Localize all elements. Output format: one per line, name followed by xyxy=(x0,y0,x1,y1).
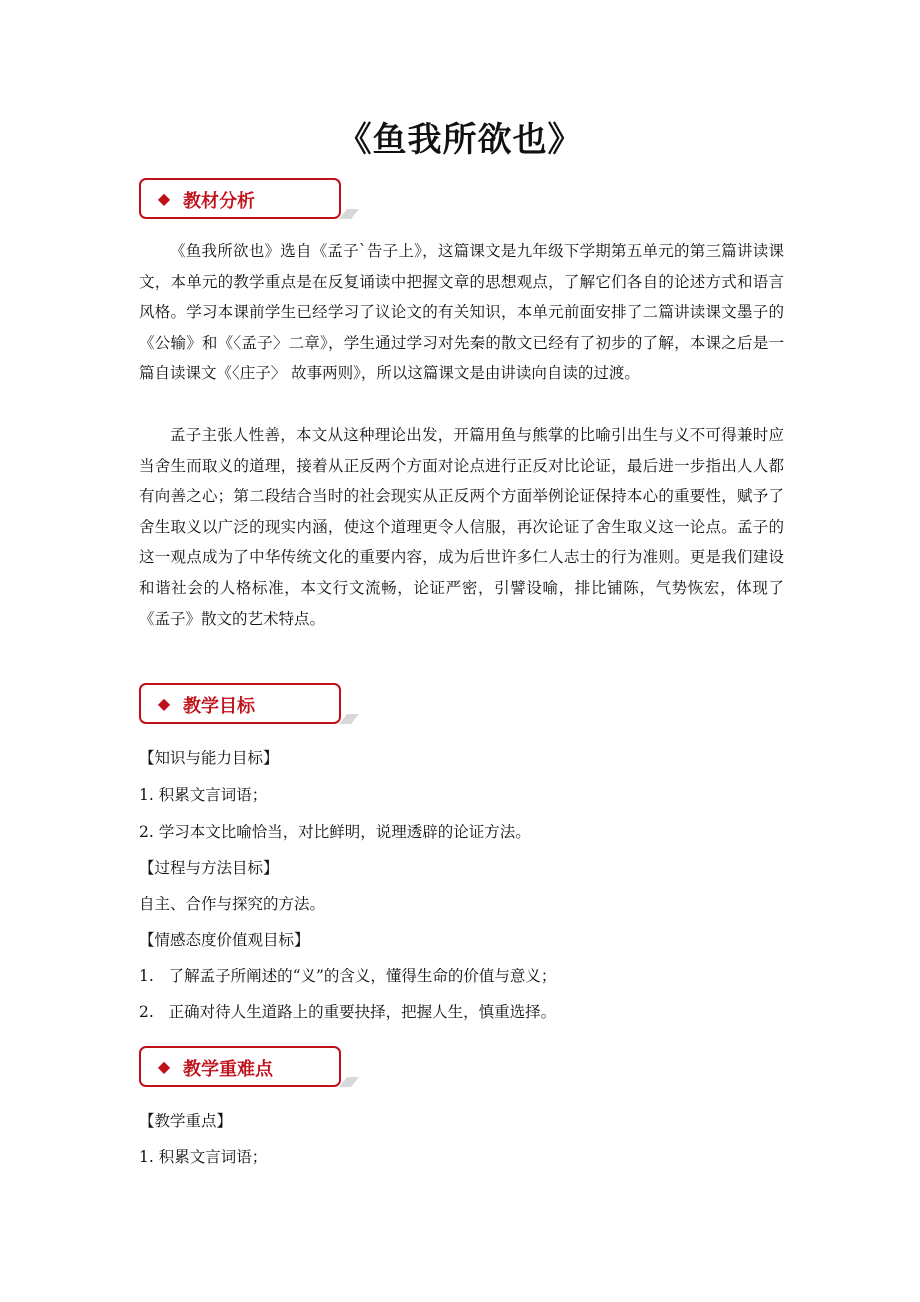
objective-line: 1. 了解孟子所阐述的“义”的含义，懂得生命的价值与意义； xyxy=(139,967,557,985)
analysis-paragraph-2: 孟子主张人性善，本文从这种理论出发，开篇用鱼与熊掌的比喻引出生与义不可得兼时应当舍生而取义的道理，接着从正反两个方面对论点进行正反对比论证，最后进一步指出人人都有向善之心；第二段结合当时的社会现实从正反两个方面举例论证保持本心的重要性，赋予了舍生取义以广泛的现实内涵，使这个道理更令人信服，再次论证了舍生取义这一论点。孟子的这一观点成为了中华传统文化的重要内容，成为后世许多仁人志士的行为准则。更是我们建设和谐社会的人格标准，本文行文流畅，论证严密，引譬设喻，排比铺陈，气势恢宏，体现了《孟子》散文的艺术特点。 xyxy=(139,426,784,628)
diamond-icon: ◆ xyxy=(157,1057,171,1076)
section-heading-label: 教学目标 xyxy=(183,696,255,717)
analysis-paragraph-1: 《鱼我所欲也》选自《孟子`告子上》，这篇课文是九年级下学期第五单元的第三篇讲读课文，本单元的教学重点是在反复诵读中把握文章的思想观点，了解它们各自的论述方式和语言风格。学习本课前学生已经学习了议论文的有关知识，本单元前面安排了二篇讲读课文墨子的《公输》和《〈孟子〉二章》，学生通过学习对先秦的散文已经有了初步的了解，本课之后是一篇自读课文《〈庄子〉 故事两则》，所以这篇课文是由讲读向自读的过渡。 xyxy=(139,242,784,383)
section-heading-analysis xyxy=(139,178,341,219)
section-heading-label: 教材分析 xyxy=(183,191,255,212)
objective-line: 2. 学习本文比喻恰当，对比鲜明，说理透辟的论证方法。 xyxy=(139,823,531,841)
diamond-icon: ◆ xyxy=(157,694,171,713)
keypoint-line: 1. 积累文言词语； xyxy=(139,1148,268,1166)
objective-line: 自主、合作与探究的方法。 xyxy=(139,895,326,913)
section-heading-keypoints xyxy=(139,1046,341,1087)
objective-line: 【情感态度价值观目标】 xyxy=(139,931,310,949)
objective-line: 2. 正确对待人生道路上的重要抉择，把握人生，慎重选择。 xyxy=(139,1003,557,1021)
section-heading-objectives xyxy=(139,683,341,724)
keypoint-line: 【教学重点】 xyxy=(139,1112,233,1130)
objective-line: 1. 积累文言词语； xyxy=(139,786,268,804)
diamond-icon: ◆ xyxy=(157,189,171,208)
section-heading-label: 教学重难点 xyxy=(183,1059,273,1080)
objective-line: 【过程与方法目标】 xyxy=(139,859,279,877)
objective-line: 【知识与能力目标】 xyxy=(139,749,279,767)
heading-shadow-decoration xyxy=(339,207,369,221)
heading-shadow-decoration xyxy=(339,1075,369,1089)
page-title: 《鱼我所欲也》 xyxy=(337,120,583,160)
heading-shadow-decoration xyxy=(339,712,369,726)
